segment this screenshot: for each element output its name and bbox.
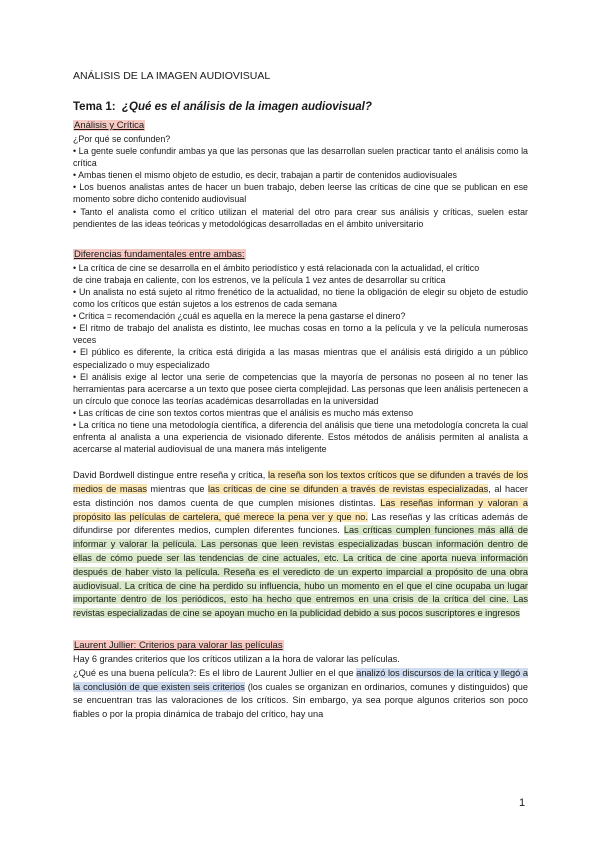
tema-title: ¿Qué es el análisis de la imagen audiovisual? (122, 101, 372, 113)
highlight-yellow: la reseña son los textos críticos que se difunden a través de los medios de masas (73, 470, 528, 495)
paragraph-text: Hay 6 grandes criterios que los críticos utilizan a la hora de valorar las películas. (73, 654, 400, 665)
page-number: 1 (519, 797, 526, 809)
list-item: • El público es diferente, la crítica está dirigida a las masas mientras que el análisis está dirigido a un público especializado o muy especializado (73, 347, 528, 370)
document-page (73, 70, 528, 722)
document-title: ANÁLISIS DE LA IMAGEN AUDIOVISUAL (73, 70, 271, 82)
section-analisis-critica (73, 115, 528, 230)
paragraph-text: David Bordwell distingue entre reseña y crítica, (73, 470, 268, 481)
list-item: • Un analista no está sujeto al ritmo frenético de la actualidad, no tiene la obligación de elegir su objeto de estudio como los críticos que están sujetos a los estrenos de cada semana (73, 286, 528, 310)
list-item: • La gente suele confundir ambas ya que las personas que las desarrollan suelen practicar tanto el análisis como la crítica (73, 146, 528, 169)
list-item: • Tanto el analista como el crítico utilizan el material del otro para crear sus análisis y críticas, suelen estar pendientes de las ideas teóricas y metodológicas desarrolladas en el ámbito universitario (73, 206, 528, 229)
paragraph-text: mientras que (146, 484, 209, 495)
list-item: • Crítica = recomendación ¿cuál es aquella en la merece la pena gastarse el dinero? (73, 311, 406, 322)
highlight-green: Las críticas cumplen funciones más allá de informar y valorar la película. Las personas que leen revistas especializadas buscan información dentro de ellas de cómo puede ser las tendencias de cine actuales, etc. La crítica de cine aporta nueva información después de haber visto la película. Reseña es el veredicto de un experto imparcial a propósito de una obra audiovisual. La crítica de cine ha perdido su influencia, hubo un momento en el que el cine ocupaba un lugar importante dentro de los periódicos, esto ha hecho que entremos en una crisis de la crítica del cine. Las revistas especializadas de cine se apoyan mucho en la publicidad debido a sus pocos suscriptores e ingresos (73, 525, 528, 619)
list-item: de cine trabaja en caliente, con los estrenos, ve la película 1 vez antes de desarrollar su crítica (73, 274, 446, 285)
section-diferencias (73, 244, 528, 456)
paragraph-text: Las reseñas y las críticas además de difundirse por diferentes medios, cumplen diferentes funciones. (73, 511, 528, 536)
list-item: • La crítica no tiene una metodología científica, a diferencia del análisis que tiene una metodología concreta la cual enfrenta al analista a una experiencia de visionado diferente. Estos métodos de análisis permiten al analista a acercarse al material audiovisual de una manera más inteligente (73, 419, 528, 455)
section-title: Análisis y Crítica (74, 120, 145, 131)
paragraph-text: ¿Qué es una buena película?: Es el libro de Laurent Jullier en el que (73, 667, 357, 678)
list-item: • Ambas tienen el mismo objeto de estudio, es decir, trabajan a partir de contenidos audiovisuales (73, 170, 457, 181)
list-item: • Los buenos analistas antes de hacer un buen trabajo, deben leerse las críticas de cine que se publican en ese momento sobre dicho contenido audiovisual (73, 182, 528, 205)
section-laurent-jullier (73, 635, 528, 722)
tema-prefix: Tema 1: (73, 101, 116, 113)
highlight-yellow: Las reseñas informan y valoran a propósito las películas de cartelera, qué merece la pena ver y que no. (73, 497, 528, 522)
paragraph-text: , al hacer esta distinción nos damos cuenta de que cumplen misiones distintas. (73, 484, 528, 508)
section-title: Diferencias fundamentales entre ambas: (74, 248, 245, 260)
section-title: Laurent Jullier: Criterios para valorar las películas (74, 640, 283, 652)
tema-heading (73, 101, 528, 113)
highlight-blue: analizó los discursos de la crítica y llegó a la conclusión de que existen seis criterios (73, 667, 528, 692)
paragraph-text: (los cuales se organizan en ordinarios, comunes y distinguidos) que se encuentran tras las valoraciones de los críticos. Sin embargo, ya sea porque algunos criterios son poco fiables o por la propia dinámica de trabajo del crítico, hay una (73, 681, 528, 720)
bordwell-paragraph (73, 469, 528, 621)
list-item: • El análisis exige al lector una serie de competencias que la mayoría de personas no poseen al no tener las herramientas para acercarse a un texto que posee cierta complejidad. Las personas que leen análisis pertenecen a un círculo que conoce las teorías académicas desarrolladas en la universidad (73, 371, 528, 406)
list-item: ¿Por qué se confunden? (73, 134, 171, 144)
list-item: • El ritmo de trabajo del analista es distinto, lee muchas cosas en torno a la película y ve la película numerosas veces (73, 323, 528, 346)
highlight-yellow: las críticas de cine se difunden a través de revistas especializadas (208, 484, 489, 495)
list-item: • La crítica de cine se desarrolla en el ámbito periodístico y está relacionada con la actualidad, el crítico (73, 262, 480, 273)
list-item: • Las críticas de cine son textos cortos mientras que el análisis es mucho más extenso (73, 407, 414, 418)
